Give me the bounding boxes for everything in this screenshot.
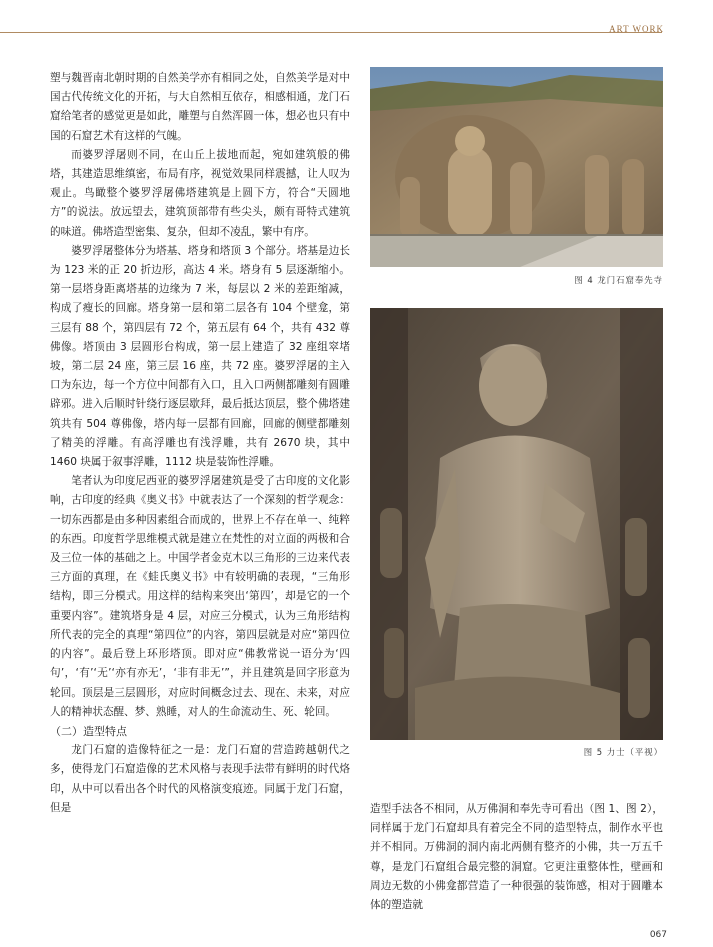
paragraph: 而婆罗浮屠则不同，在山丘上拔地而起，宛如建筑般的佛塔，其建造思维缜密，布局有序，视觉效果同样震撼，让人叹为观止。鸟瞰整个婆罗浮屠佛塔建筑是上圆下方，符合“天圆地方”的说法。放远望去，建筑顶部带有些尖头，颇有哥特式建筑的味道。佛塔造型密集、复杂，但却不凌乱，繁中有序。: [50, 148, 350, 238]
right-column: [370, 800, 663, 915]
paragraph: 笔者认为印度尼西亚的婆罗浮屠建筑是受了古印度的文化影响，古印度的经典《奥义书》中就表达了一个深刻的哲学观念：一切东西都是由多种因素组合而成的，世界上不存在单一、纯粹的东西。印度哲学思维模式就是建立在梵性的对立面的两极和合及三位一体的基础之上。中国学者金克木以三角形的三边来代表三方面的真理，在《蛙氏奥义书》中有较明确的表现，“三角形结构，即三分模式。用这样的结构来突出‘第四’，却是它的一个重要内容”。建筑塔身是 4 层，对应三分模式，认为三角形结构所代表的完全的真理“第四位”的内容，第四层就是对应“第四位的内容”。最后登上环形塔顶。即对应“佛教常说一语分为‘四句’，‘有’‘无’‘亦有亦无’，‘非有非无’”，并且建筑是回字形意为轮回。顶层是三层圆形，对应时间概念过去、现在、未来，对应人的精神状态醒、梦、熟睡，对人的生命流动生、死、轮回。: [50, 475, 350, 718]
paragraph: 龙门石窟的造像特征之一是：龙门石窟的营造跨越朝代之多，使得龙门石窟造像的艺术风格与表现手法带有鲜明的时代烙印，从中可以看出各个时代的风格演变痕迹。同属于龙门石窟，但是: [50, 744, 350, 814]
figure-4-photo: [370, 67, 663, 267]
header-rule: [0, 32, 662, 33]
subheading: （二）造型特点: [50, 724, 127, 738]
left-column: [50, 69, 350, 818]
section-label: ART WORK: [609, 24, 664, 34]
page-number: 067: [649, 930, 667, 940]
paragraph: 造型手法各不相同，从万佛洞和奉先寺可看出（图 1、图 2），同样属于龙门石窟却具有着完全不同的造型特点，制作水平也并不相同。万佛洞的洞内南北两侧有整齐的小佛，共一万五千尊，是龙门石窟组合最完整的洞窟。它更注重整体性，壁画和周边无数的小佛龛都营造了一种很强的装饰感，相对于圆雕本体的塑造就: [370, 803, 663, 912]
figure-4-caption: 图 4 龙门石窟奉先寺: [574, 275, 663, 285]
paragraph: 塑与魏晋南北朝时期的自然美学亦有相同之处，自然美学是对中国古代传统文化的开拓，与大自然相互依存，相感相通，龙门石窟给笔者的感觉更是如此，雕塑与自然浑圆一体，想必也只有中国的石窟艺术有这样的气魄。: [50, 72, 350, 142]
figure-5-photo: [370, 308, 663, 740]
paragraph: 婆罗浮屠整体分为塔基、塔身和塔顶 3 个部分。塔基是边长为 123 米的正 20 折边形，高达 4 米。塔身有 5 层逐渐缩小。第一层塔身距离塔基的边缘为 7 米，每层以 2 米的差距缩减，构成了瘦长的回廊。塔身第一层和第二层各有 104 个壁龛，第三层有 88 个，第四层有 72 个，第五层有 64 个，共有 432 尊佛像。塔顶由 3 层圆形台构成，第一层上建造了 32 座组窣堵坡，第二层 24 座，第三层 16 座，共 72 座。婆罗浮屠的主入口为东边，每一个方位中间都有入口，且入口两侧都雕刻有圆雕辟邪。进入后顺时针绕行逐层歇拜，最后抵达顶层，整个佛塔建筑共有 504 尊佛像，塔内每一层都有回廊，回廊的侧壁都雕刻了精美的浮雕。有高浮雕也有浅浮雕，共有 2670 块，其中 1460 块属于叙事浮雕，1112 块是装饰性浮雕。: [50, 244, 350, 469]
figure-5-caption: 图 5 力士（平视）: [583, 747, 663, 757]
